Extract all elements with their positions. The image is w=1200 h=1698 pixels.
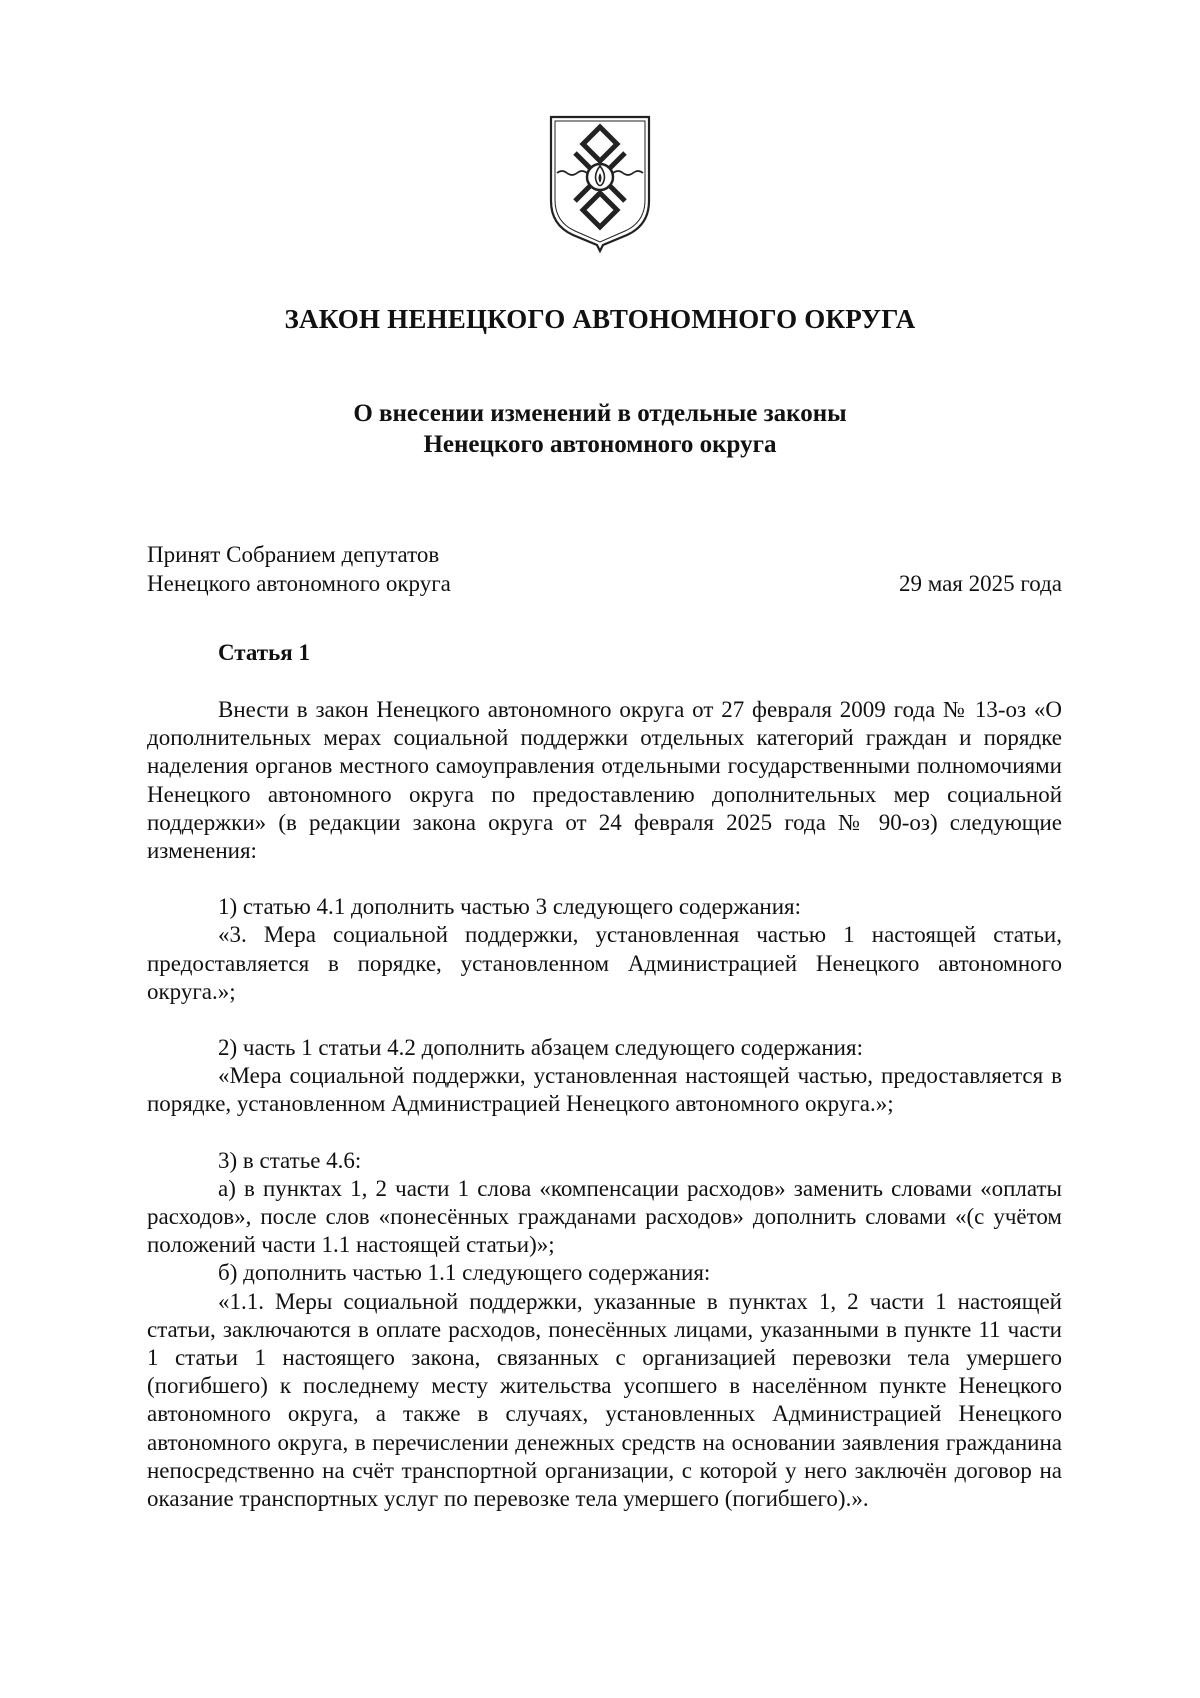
adoption-block xyxy=(147,540,1062,598)
subtitle-line-2: Ненецкого автономного округа xyxy=(423,431,777,458)
law-title: ЗАКОН НЕНЕЦКОГО АВТОНОМНОГО ОКРУГА xyxy=(284,304,916,334)
paragraph: «3. Мера социальной поддержки, установленная частью 1 настоящей статьи, предоставляется в порядке, установленном Администрацией Ненецкого автономного округа.»; xyxy=(147,922,1062,1004)
paragraph: Внести в закон Ненецкого автономного округа от 27 февраля 2009 года № 13-оз «О дополнительных мерах социальной поддержки отдельных категорий граждан и порядке наделения органов местного самоуправления отдельными государственными полномочиями Ненецкого автономного округа по предоставлению дополнительных мер социальной поддержки» (в редакции закона округа от 24 февраля 2025 года № 90-оз) следующие изменения: xyxy=(147,697,1062,864)
paragraph: 1) статью 4.1 дополнить частью 3 следующего содержания: xyxy=(218,894,801,920)
adopted-by-line-2: Ненецкого автономного округа xyxy=(147,571,451,596)
adopted-by-line-1: Принят Собранием депутатов xyxy=(147,542,440,567)
article-body xyxy=(147,696,1062,1513)
paragraph: «Мера социальной поддержки, установленная настоящей частью, предоставляется в порядке, установленном Администрацией Ненецкого автономного округа.»; xyxy=(147,1063,1062,1117)
article-heading: Статья 1 xyxy=(218,640,310,665)
law-subtitle xyxy=(0,398,1200,460)
subtitle-line-1: О внесении изменений в отдельные законы xyxy=(353,400,847,427)
paragraph: 2) часть 1 статьи 4.2 дополнить абзацем следующего содержания: xyxy=(218,1035,863,1061)
coat-of-arms-icon xyxy=(545,113,655,253)
paragraph: «1.1. Меры социальной поддержки, указанные в пунктах 1, 2 части 1 настоящей статьи, заключаются в оплате расходов, понесённых лицами, указанными в пункте 11 части 1 статьи 1 настоящего закона, связанных с организацией перевозки тела умершего (погибшего) к последнему месту жительства усопшего в населённом пункте Ненецкого автономного округа, а также в случаях, установленных Администрацией Ненецкого автономного округа, в перечислении денежных средств на основании заявления гражданина непосредственно на счёт транспортной организации, с которой у него заключён договор на оказание транспортных услуг по перевозке тела умершего (погибшего).». xyxy=(147,1288,1062,1512)
adoption-date: 29 мая 2025 года xyxy=(898,571,1062,596)
paragraph: а) в пунктах 1, 2 части 1 слова «компенсации расходов» заменить словами «оплаты расходов», после слов «понесённых гражданами расходов» дополнить словами «(с учётом положений части 1.1 настоящей статьи)»; xyxy=(147,1175,1062,1258)
paragraph: б) дополнить частью 1.1 следующего содержания: xyxy=(218,1260,711,1286)
paragraph: 3) в статье 4.6: xyxy=(218,1147,362,1173)
